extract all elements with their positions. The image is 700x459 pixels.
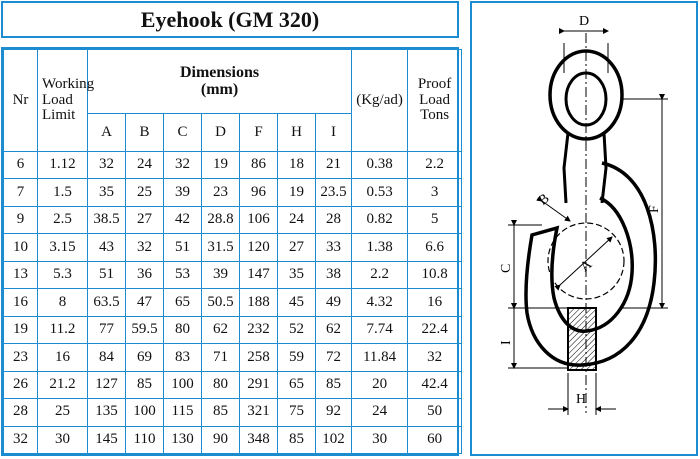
table-cell: 321 bbox=[240, 399, 278, 426]
table-cell: 50.5 bbox=[202, 289, 240, 316]
table-cell: 7 bbox=[4, 179, 38, 206]
table-cell: 39 bbox=[164, 179, 202, 206]
header-dim-d: D bbox=[202, 114, 240, 152]
table-cell: 135 bbox=[88, 399, 126, 426]
table-row bbox=[4, 344, 462, 371]
table-cell: 62 bbox=[316, 316, 352, 343]
table-cell: 0.38 bbox=[352, 152, 408, 179]
table-cell: 60 bbox=[408, 426, 462, 453]
table-cell: 36 bbox=[126, 261, 164, 288]
header-dim-f: F bbox=[240, 114, 278, 152]
table-cell: 59 bbox=[278, 344, 316, 371]
table-cell: 18 bbox=[278, 152, 316, 179]
table-cell: 52 bbox=[278, 316, 316, 343]
table-cell: 4.32 bbox=[352, 289, 408, 316]
table-cell: 110 bbox=[126, 426, 164, 453]
table-cell: 51 bbox=[164, 234, 202, 261]
header-dim-a: A bbox=[88, 114, 126, 152]
table-cell: 33 bbox=[316, 234, 352, 261]
table-cell: 23 bbox=[4, 344, 38, 371]
table-cell: 25 bbox=[126, 179, 164, 206]
table-row bbox=[4, 206, 462, 233]
label-c: C bbox=[499, 263, 514, 273]
table-cell: 50 bbox=[408, 399, 462, 426]
label-d: D bbox=[579, 14, 590, 29]
table-cell: 6 bbox=[4, 152, 38, 179]
header-dim-b: B bbox=[126, 114, 164, 152]
table-cell: 19 bbox=[4, 316, 38, 343]
table-cell: 65 bbox=[278, 371, 316, 398]
table-cell: 43 bbox=[88, 234, 126, 261]
table-cell: 1.12 bbox=[38, 152, 88, 179]
table-cell: 2.2 bbox=[408, 152, 462, 179]
table-cell: 26 bbox=[4, 371, 38, 398]
table-cell: 127 bbox=[88, 371, 126, 398]
table-cell: 1.38 bbox=[352, 234, 408, 261]
table-cell: 102 bbox=[316, 426, 352, 453]
table-row bbox=[4, 289, 462, 316]
table-cell: 258 bbox=[240, 344, 278, 371]
header-weight: (Kg/ad) bbox=[352, 50, 408, 152]
table-cell: 24 bbox=[352, 399, 408, 426]
table-cell: 23 bbox=[202, 179, 240, 206]
table-cell: 348 bbox=[240, 426, 278, 453]
table-cell: 16 bbox=[38, 344, 88, 371]
table-cell: 83 bbox=[164, 344, 202, 371]
table-cell: 28.8 bbox=[202, 206, 240, 233]
table-cell: 45 bbox=[278, 289, 316, 316]
table-cell: 188 bbox=[240, 289, 278, 316]
table-cell: 30 bbox=[38, 426, 88, 453]
label-f: F bbox=[647, 205, 662, 213]
table-cell: 10.8 bbox=[408, 261, 462, 288]
table-cell: 2.2 bbox=[352, 261, 408, 288]
table-row bbox=[4, 152, 462, 179]
eyehook-diagram-panel bbox=[470, 1, 698, 456]
table-cell: 19 bbox=[202, 152, 240, 179]
table-cell: 27 bbox=[278, 234, 316, 261]
table-cell: 35 bbox=[278, 261, 316, 288]
table-cell: 23.5 bbox=[316, 179, 352, 206]
table-cell: 21.2 bbox=[38, 371, 88, 398]
table-cell: 232 bbox=[240, 316, 278, 343]
table-cell: 0.53 bbox=[352, 179, 408, 206]
table-cell: 1.5 bbox=[38, 179, 88, 206]
eyehook-diagram bbox=[472, 3, 696, 454]
table-row bbox=[4, 399, 462, 426]
table-cell: 80 bbox=[202, 371, 240, 398]
header-dim-c: C bbox=[164, 114, 202, 152]
table-cell: 32 bbox=[88, 152, 126, 179]
table-cell: 30 bbox=[352, 426, 408, 453]
table-cell: 85 bbox=[126, 371, 164, 398]
table-cell: 38.5 bbox=[88, 206, 126, 233]
table-cell: 84 bbox=[88, 344, 126, 371]
table-cell: 32 bbox=[126, 234, 164, 261]
table-cell: 100 bbox=[126, 399, 164, 426]
table-cell: 16 bbox=[4, 289, 38, 316]
table-cell: 3 bbox=[408, 179, 462, 206]
table-cell: 49 bbox=[316, 289, 352, 316]
table-cell: 96 bbox=[240, 179, 278, 206]
header-dim-h: H bbox=[278, 114, 316, 152]
table-cell: 3.15 bbox=[38, 234, 88, 261]
table-cell: 59.5 bbox=[126, 316, 164, 343]
table-cell: 85 bbox=[278, 426, 316, 453]
table-cell: 53 bbox=[164, 261, 202, 288]
table-cell: 51 bbox=[88, 261, 126, 288]
table-cell: 120 bbox=[240, 234, 278, 261]
table-cell: 32 bbox=[4, 426, 38, 453]
table-cell: 85 bbox=[202, 399, 240, 426]
header-proof-load: Proof Load Tons bbox=[408, 50, 462, 152]
table-cell: 85 bbox=[316, 371, 352, 398]
table-cell: 72 bbox=[316, 344, 352, 371]
table-row bbox=[4, 179, 462, 206]
table-cell: 75 bbox=[278, 399, 316, 426]
table-cell: 5.3 bbox=[38, 261, 88, 288]
table-title: Eyehook (GM 320) bbox=[1, 1, 459, 38]
table-cell: 31.5 bbox=[202, 234, 240, 261]
header-working-load-limit: Working Load Limit bbox=[38, 50, 88, 152]
table-cell: 32 bbox=[408, 344, 462, 371]
table-cell: 62 bbox=[202, 316, 240, 343]
table-cell: 106 bbox=[240, 206, 278, 233]
table-cell: 5 bbox=[408, 206, 462, 233]
table-cell: 16 bbox=[408, 289, 462, 316]
header-nr: Nr bbox=[4, 50, 38, 152]
table-cell: 2.5 bbox=[38, 206, 88, 233]
table-cell: 65 bbox=[164, 289, 202, 316]
table-cell: 291 bbox=[240, 371, 278, 398]
spec-table-container bbox=[1, 47, 459, 456]
table-row bbox=[4, 371, 462, 398]
table-cell: 10 bbox=[4, 234, 38, 261]
table-cell: 145 bbox=[88, 426, 126, 453]
table-cell: 38 bbox=[316, 261, 352, 288]
table-row bbox=[4, 426, 462, 453]
table-cell: 8 bbox=[38, 289, 88, 316]
table-row bbox=[4, 261, 462, 288]
table-cell: 6.6 bbox=[408, 234, 462, 261]
table-cell: 0.82 bbox=[352, 206, 408, 233]
eye-inner-outline bbox=[566, 73, 606, 125]
table-cell: 24 bbox=[126, 152, 164, 179]
hook-shank-outline bbox=[564, 133, 606, 203]
table-cell: 28 bbox=[316, 206, 352, 233]
table-cell: 22.4 bbox=[408, 316, 462, 343]
table-row bbox=[4, 234, 462, 261]
table-cell: 20 bbox=[352, 371, 408, 398]
table-cell: 115 bbox=[164, 399, 202, 426]
table-cell: 39 bbox=[202, 261, 240, 288]
table-cell: 42.4 bbox=[408, 371, 462, 398]
header-dim-i: I bbox=[316, 114, 352, 152]
table-cell: 19 bbox=[278, 179, 316, 206]
table-cell: 130 bbox=[164, 426, 202, 453]
table-cell: 24 bbox=[278, 206, 316, 233]
table-cell: 13 bbox=[4, 261, 38, 288]
table-cell: 80 bbox=[164, 316, 202, 343]
table-cell: 69 bbox=[126, 344, 164, 371]
hook-section-hatch bbox=[568, 308, 596, 370]
table-cell: 86 bbox=[240, 152, 278, 179]
header-dimensions: Dimensions (mm) bbox=[88, 50, 352, 114]
table-cell: 9 bbox=[4, 206, 38, 233]
table-cell: 27 bbox=[126, 206, 164, 233]
table-cell: 147 bbox=[240, 261, 278, 288]
table-cell: 63.5 bbox=[88, 289, 126, 316]
table-cell: 92 bbox=[316, 399, 352, 426]
table-cell: 90 bbox=[202, 426, 240, 453]
table-cell: 42 bbox=[164, 206, 202, 233]
label-b: B bbox=[535, 191, 553, 209]
label-h: H bbox=[576, 392, 587, 407]
table-cell: 32 bbox=[164, 152, 202, 179]
table-cell: 47 bbox=[126, 289, 164, 316]
table-cell: 28 bbox=[4, 399, 38, 426]
label-a: A bbox=[577, 257, 596, 276]
table-cell: 21 bbox=[316, 152, 352, 179]
table-cell: 11.84 bbox=[352, 344, 408, 371]
table-cell: 71 bbox=[202, 344, 240, 371]
table-cell: 7.74 bbox=[352, 316, 408, 343]
table-cell: 35 bbox=[88, 179, 126, 206]
table-cell: 25 bbox=[38, 399, 88, 426]
table-cell: 77 bbox=[88, 316, 126, 343]
label-i: I bbox=[499, 340, 514, 345]
table-row bbox=[4, 316, 462, 343]
table-cell: 11.2 bbox=[38, 316, 88, 343]
table-cell: 100 bbox=[164, 371, 202, 398]
spec-table bbox=[3, 49, 462, 454]
